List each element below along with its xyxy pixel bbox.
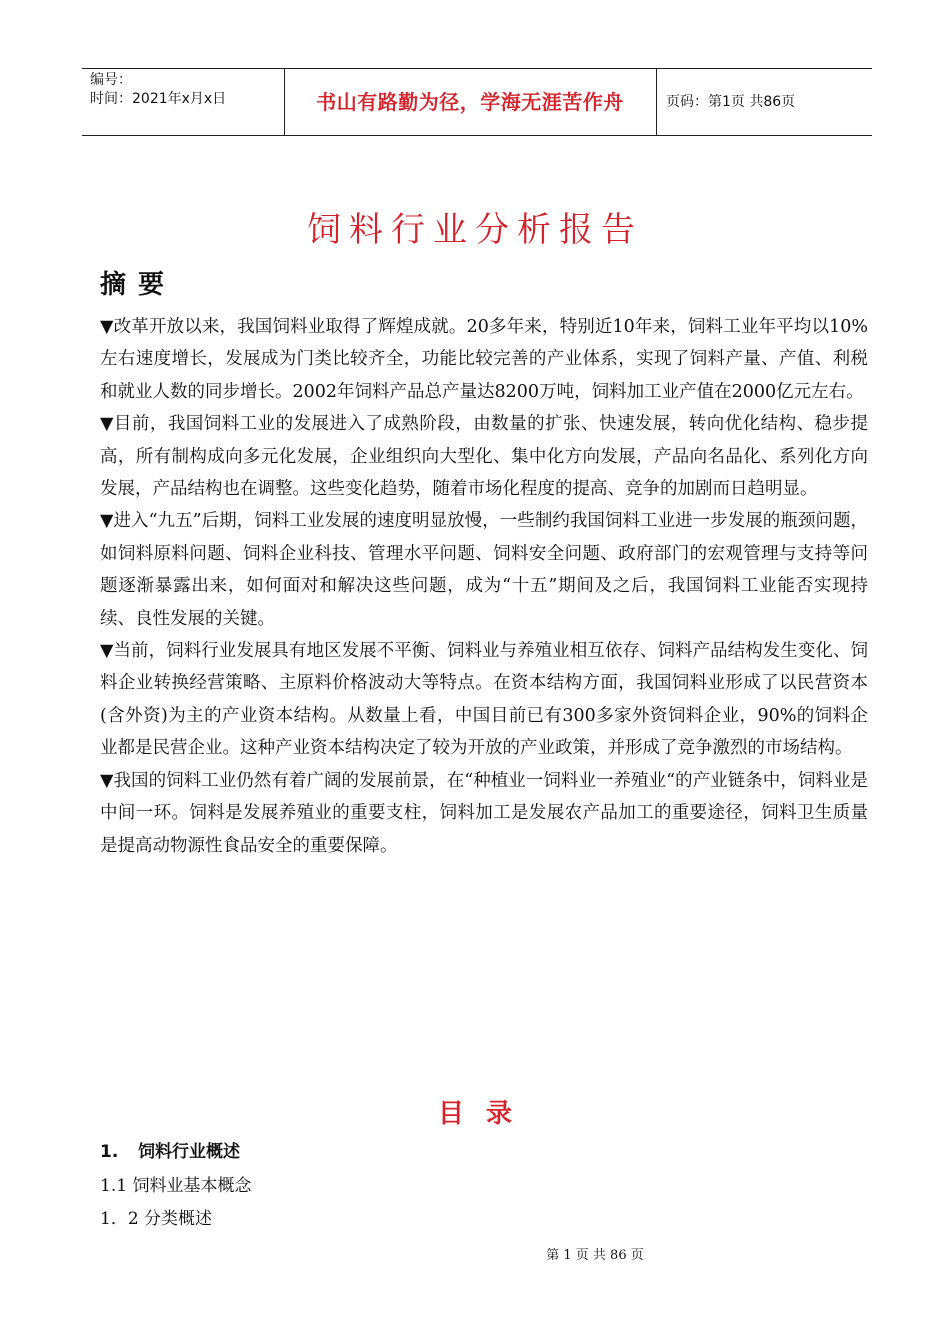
abstract-body [100, 311, 868, 862]
toc-item-label: 1．2 分类概述 [100, 1209, 213, 1229]
toc-item-number: 1. [100, 1142, 119, 1162]
abstract-paragraph: ▼目前，我国饲料工业的发展进入了成熟阶段，由数量的扩张、快速发展，转向优化结构、稳步提高，所有制构成向多元化发展，企业组织向大型化、集中化方向发展，产品向名品化、系列化方向发展，产品结构也在调整。这些变化趋势，随着市场化程度的提高、竞争的加剧而日趋明显。 [100, 414, 868, 500]
toc-item-label: 饲料行业概述 [138, 1142, 240, 1162]
abstract-heading: 摘要 [100, 270, 177, 300]
toc-item-chapter-1[interactable] [100, 1139, 240, 1165]
page-header [82, 68, 872, 136]
page-footer: 第 1 页 共 86 页 [546, 1248, 644, 1263]
header-motto: 书山有路勤为径，学海无涯苦作舟 [316, 90, 624, 114]
toc-item-label: 1.1 饲料业基本概念 [100, 1176, 252, 1196]
abstract-paragraph: ▼当前，饲料行业发展具有地区发展不平衡、饲料业与养殖业相互依存、饲料产品结构发生变化、饲料企业转换经营策略、主原料价格波动大等特点。在资本结构方面，我国饲料业形成了以民营资本(含外资)为主的产业资本结构。从数量上看，中国目前已有300多家外资饲料企业，90%的饲料企业都是民营企业。这种产业资本结构决定了较为开放的产业政策，并形成了竞争激烈的市场结构。 [100, 641, 868, 759]
abstract-paragraph: ▼我国的饲料工业仍然有着广阔的发展前景，在“种植业一饲料业一养殖业“的产业链条中，饲料业是中间一环。饲料是发展养殖业的重要支柱，饲料加工是发展农产品加工的重要途径，饲料卫生质量是提高动物源性食品安全的重要保障。 [100, 770, 868, 856]
header-page-info: 页码：第1页 共86页 [666, 94, 796, 110]
header-divider [656, 69, 657, 136]
toc-heading: 目录 [437, 1099, 534, 1129]
toc-item-section-1-1[interactable] [100, 1173, 251, 1199]
document-time-label: 时间：2021年x月x日 [90, 91, 227, 107]
document-title: 饲料行业分析报告 [307, 210, 643, 250]
document-number-label: 编号： [90, 72, 132, 88]
abstract-paragraph: ▼进入“九五”后期，饲料工业发展的速度明显放慢，一些制约我国饲料工业进一步发展的瓶颈问题，如饲料原料问题、饲料企业科技、管理水平问题、饲料安全问题、政府部门的宏观管理与支持等问题逐渐暴露出来，如何面对和解决这些问题，成为“十五”期间及之后，我国饲料工业能否实现持续、良性发展的关键。 [100, 511, 868, 629]
toc-item-section-1-2[interactable] [100, 1206, 212, 1232]
header-meta [90, 71, 285, 109]
abstract-paragraph: ▼改革开放以来，我国饲料业取得了辉煌成就。20多年来，特别近10年来，饲料工业年平均以10%左右速度增长，发展成为门类比较齐全，功能比较完善的产业体系，实现了饲料产量、产值、利税和就业人数的同步增长。2002年饲料产品总产量达8200万吨，饲料加工业产值在2000亿元左右。 [100, 317, 868, 402]
